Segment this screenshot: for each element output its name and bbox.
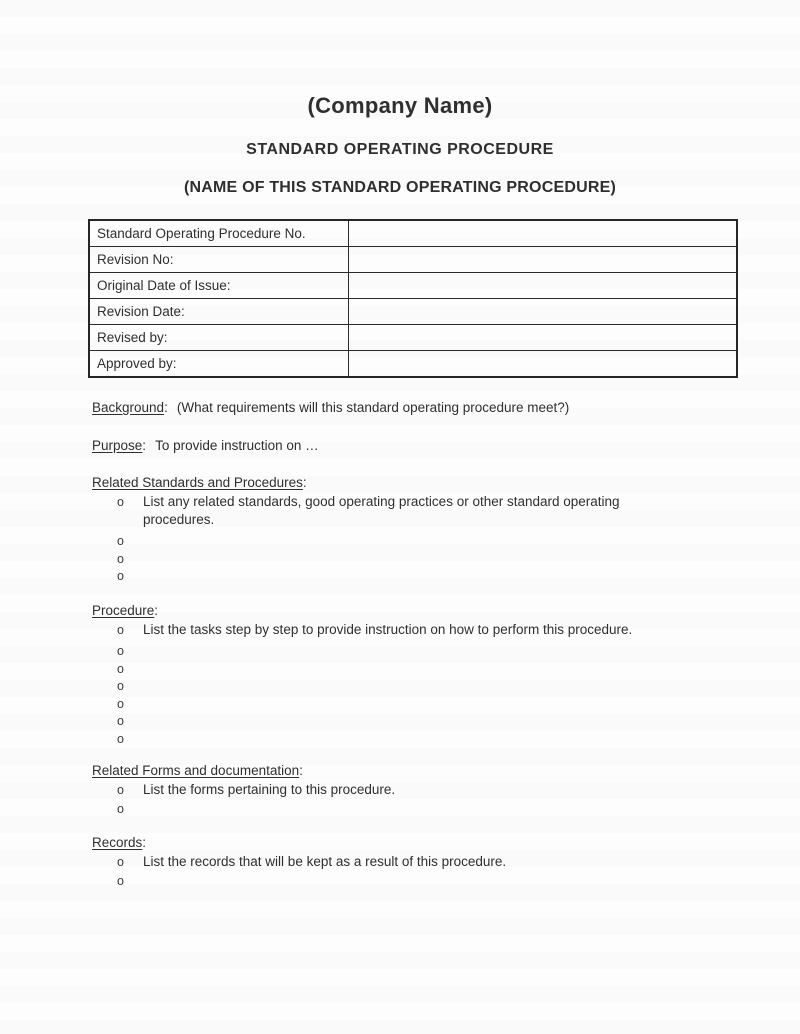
colon: : [142, 438, 147, 453]
bullet-marker: o [117, 495, 124, 509]
empty-list-item [92, 643, 760, 661]
list-item-text: List any related standards, good operating practices or other standard operating procedures. [143, 494, 620, 527]
table-row [89, 325, 737, 351]
colon: : [299, 763, 303, 778]
info-value-cell [349, 325, 738, 351]
info-label-cell: Original Date of Issue: [89, 273, 349, 299]
info-label-cell: Revision No: [89, 247, 349, 273]
info-label-cell: Approved by: [89, 351, 349, 378]
empty-list-item [92, 873, 760, 891]
background-text: (What requirements will this standard operating procedure meet?) [176, 400, 570, 415]
empty-list-item [92, 551, 760, 569]
section-heading: Related Standards and Procedures: [92, 475, 307, 490]
bullet-marker: o [117, 569, 124, 583]
empty-list-item [92, 533, 760, 551]
section-heading: Records: [92, 835, 147, 850]
list-item [92, 853, 760, 871]
background-label: Background [92, 400, 165, 415]
info-label-cell: Revised by: [89, 325, 349, 351]
purpose-text: To provide instruction on … [155, 438, 319, 453]
empty-list-item [92, 731, 760, 749]
purpose-label: Purpose [92, 438, 143, 453]
bullet-marker: o [117, 855, 124, 869]
info-value-cell [349, 351, 738, 378]
bullet-marker: o [117, 714, 124, 728]
empty-list-item [92, 696, 760, 714]
colon: : [302, 475, 307, 490]
list-item-text: List the tasks step by step to provide instruction on how to perform this procedure. [143, 622, 633, 637]
document-type-title: STANDARD OPERATING PROCEDURE [246, 141, 554, 158]
bullet-marker: o [117, 551, 124, 566]
empty-list-item [92, 568, 760, 586]
bullet-marker: o [117, 696, 124, 711]
bullet-marker: o [117, 874, 124, 888]
empty-list-item [92, 661, 760, 679]
colon: : [164, 400, 168, 415]
colon: : [142, 835, 147, 850]
bullet-marker: o [117, 661, 124, 676]
colon: : [154, 603, 159, 618]
empty-list-item [92, 801, 760, 819]
table-row [89, 351, 737, 378]
section-heading: Related Forms and documentation: [92, 763, 303, 778]
table-row [89, 220, 737, 247]
sop-info-table [88, 219, 738, 378]
info-value-cell [349, 273, 738, 299]
bullet-marker: o [117, 731, 124, 746]
bullet-marker: o [117, 783, 124, 797]
bullet-marker: o [117, 534, 124, 548]
info-value-cell [349, 220, 738, 247]
empty-list-item [92, 713, 760, 731]
related-standards-section [92, 473, 760, 586]
table-row [89, 273, 737, 299]
info-value-cell [349, 299, 738, 325]
section-heading: Procedure: [92, 603, 159, 618]
procedure-section [92, 601, 760, 748]
list-item-text: List the forms pertaining to this procedure. [143, 782, 396, 797]
info-value-cell [349, 247, 738, 273]
bullet-marker: o [117, 644, 124, 658]
empty-list-item [92, 678, 760, 696]
bullet-marker: o [117, 679, 124, 693]
list-item [92, 781, 760, 799]
background-section [92, 399, 760, 417]
info-label-cell: Revision Date: [89, 299, 349, 325]
records-section [92, 833, 760, 891]
procedure-name-title: (NAME OF THIS STANDARD OPERATING PROCEDURE) [183, 179, 616, 196]
bullet-marker: o [117, 623, 124, 637]
info-label-cell: Standard Operating Procedure No. [89, 220, 349, 247]
table-row [89, 247, 737, 273]
company-name-title: (Company Name) [307, 93, 493, 118]
list-item-text: List the records that will be kept as a result of this procedure. [143, 854, 507, 869]
purpose-section [92, 437, 760, 455]
list-item [92, 493, 760, 529]
list-item [92, 621, 760, 639]
table-row [89, 299, 737, 325]
related-forms-section [92, 761, 760, 819]
bullet-marker: o [117, 802, 124, 816]
